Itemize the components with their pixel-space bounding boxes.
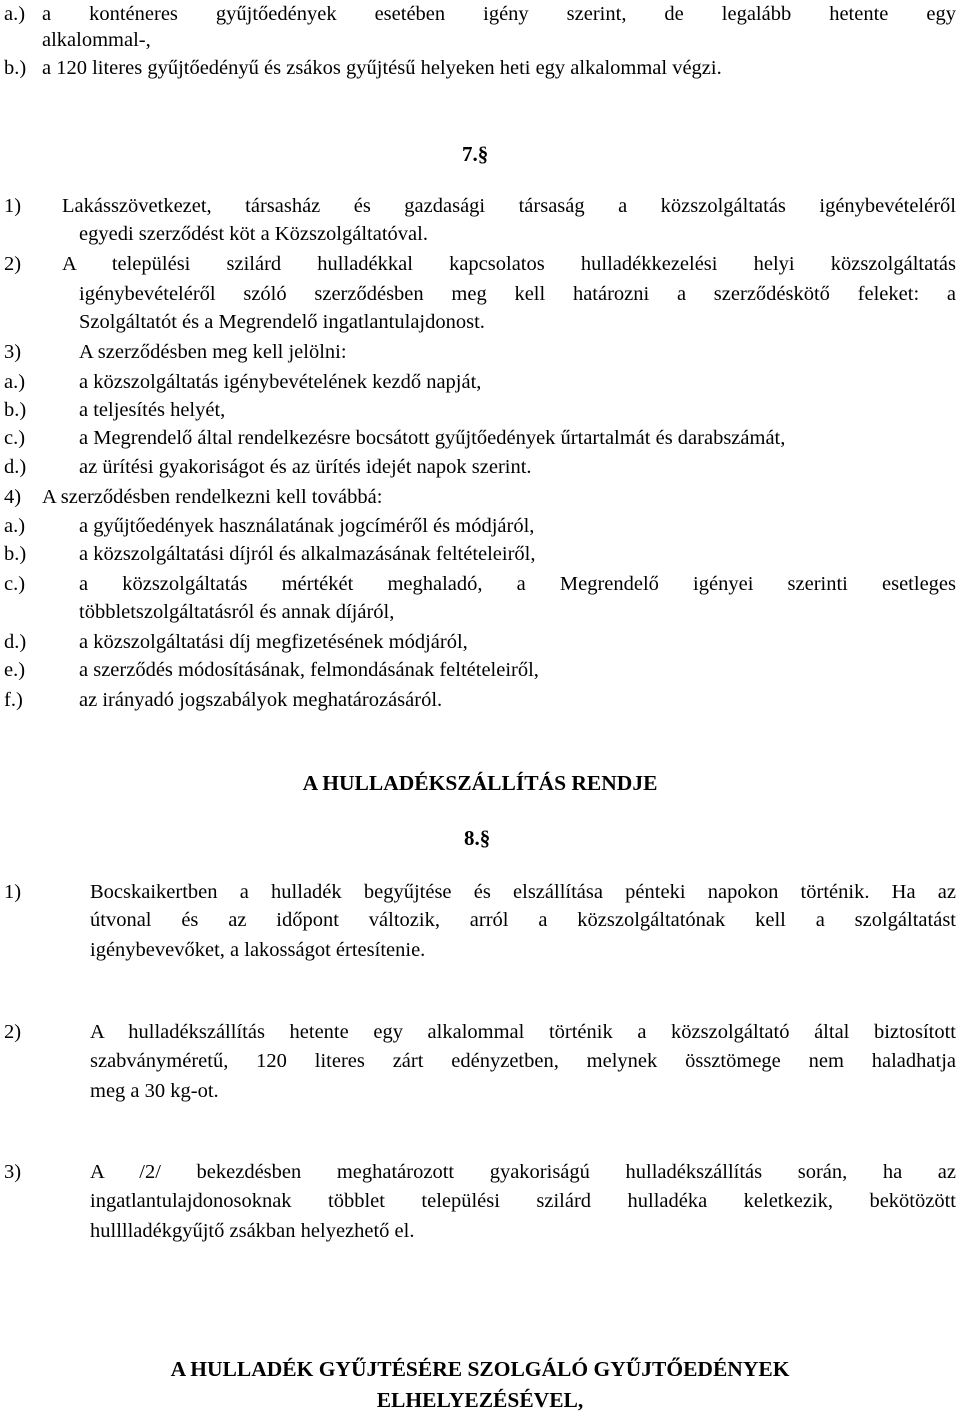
section-heading: A HULLADÉK GYŰJTÉSÉRE SZOLGÁLÓ GYŰJTŐEDÉNYEK bbox=[170, 1357, 790, 1381]
sub-text: a közszolgáltatás mértékét meghaladó, a Megrendelő igényei szerinti esetleges bbox=[79, 573, 956, 595]
sub-label: c.) bbox=[4, 573, 26, 595]
list-text: a 120 literes gyűjtőedényű és zsákos gyűjtésű helyeken heti egy alkalommal végzi. bbox=[42, 57, 722, 79]
section-heading-cont: ELHELYEZÉSÉVEL, bbox=[376, 1388, 584, 1412]
sub-label: d.) bbox=[4, 631, 27, 653]
sub-text: az irányadó jogszabályok meghatározásáról. bbox=[79, 689, 443, 711]
sub-text: többletszolgáltatásról és annak díjáról, bbox=[79, 601, 395, 623]
section-heading: A HULLADÉKSZÁLLÍTÁS RENDJE bbox=[302, 771, 658, 795]
sub-text: az ürítési gyakoriságot és az ürítés idejét napok szerint. bbox=[79, 456, 532, 478]
sub-text: a teljesítés helyét, bbox=[79, 399, 226, 421]
item-text: A hulladékszállítás hetente egy alkalommal történik a közszolgáltató által biztosított bbox=[90, 1021, 956, 1043]
item-text: igénybevevőket, a lakosságot értesítenie. bbox=[90, 939, 426, 961]
item-text: Lakásszövetkezet, társasház és gazdasági társaság a közszolgáltatás igénybevételéről bbox=[62, 195, 956, 217]
item-text: A települési szilárd hulladékkal kapcsolatos hulladékkezelési helyi közszolgáltatás bbox=[62, 253, 956, 275]
list-text: alkalommal-, bbox=[42, 29, 151, 51]
item-text: A szerződésben rendelkezni kell továbbá: bbox=[42, 486, 383, 508]
list-label: b.) bbox=[4, 57, 27, 79]
item-label: 3) bbox=[4, 1161, 22, 1183]
item-label: 2) bbox=[4, 253, 22, 275]
item-text: A /2/ bekezdésben meghatározott gyakoriságú hulladékszállítás során, ha az bbox=[90, 1161, 956, 1183]
sub-text: a közszolgáltatási díjról és alkalmazásának feltételeiről, bbox=[79, 543, 536, 565]
sub-text: a szerződés módosításának, felmondásának feltételeiről, bbox=[79, 659, 539, 681]
item-label: 4) bbox=[4, 486, 22, 508]
item-text: igénybevételéről szóló szerződésben meg kell határozni a szerződéskötő feleket: a bbox=[79, 283, 956, 305]
item-text: egyedi szerződést köt a Közszolgáltatóval. bbox=[79, 223, 428, 245]
sub-label: d.) bbox=[4, 456, 27, 478]
item-label: 1) bbox=[4, 881, 22, 903]
sub-text: a gyűjtőedények használatának jogcíméről és módjáról, bbox=[79, 515, 535, 537]
sub-label: b.) bbox=[4, 543, 27, 565]
item-text: Bocskaikertben a hulladék begyűjtése és elszállítása pénteki napokon történik. Ha az bbox=[90, 881, 956, 903]
sub-label: c.) bbox=[4, 427, 26, 449]
item-text: hulllladékgyűjtő zsákban helyezhető el. bbox=[90, 1220, 415, 1242]
list-label: a.) bbox=[4, 3, 26, 25]
item-text: ingatlantulajdonosoknak többlet települési szilárd hulladéka keletkezik, bekötözött bbox=[90, 1190, 956, 1212]
sub-text: a Megrendelő által rendelkezésre bocsátott gyűjtőedények űrtartalmát és darabszámát, bbox=[79, 427, 786, 449]
item-text: útvonal és az időpont változik, arról a közszolgáltatónak kell a szolgáltatást bbox=[90, 909, 956, 931]
section-number: 8.§ bbox=[464, 826, 491, 850]
sub-label: a.) bbox=[4, 515, 26, 537]
sub-label: f.) bbox=[4, 689, 23, 711]
item-label: 1) bbox=[4, 195, 22, 217]
item-text: Szolgáltatót és a Megrendelő ingatlantulajdonost. bbox=[79, 311, 485, 333]
sub-label: b.) bbox=[4, 399, 27, 421]
item-label: 2) bbox=[4, 1021, 22, 1043]
item-text: meg a 30 kg-ot. bbox=[90, 1080, 219, 1102]
list-text: a konténeres gyűjtőedények esetében igény szerint, de legalább hetente egy bbox=[42, 3, 956, 25]
sub-text: a közszolgáltatási díj megfizetésének módjáról, bbox=[79, 631, 468, 653]
sub-text: a közszolgáltatás igénybevételének kezdő napját, bbox=[79, 371, 482, 393]
item-text: szabványméretű, 120 literes zárt edényzetben, melynek össztömege nem haladhatja bbox=[90, 1050, 956, 1072]
sub-label: a.) bbox=[4, 371, 26, 393]
sub-label: e.) bbox=[4, 659, 26, 681]
item-label: 3) bbox=[4, 341, 22, 363]
item-text: A szerződésben meg kell jelölni: bbox=[79, 341, 347, 363]
section-number: 7.§ bbox=[462, 142, 489, 166]
